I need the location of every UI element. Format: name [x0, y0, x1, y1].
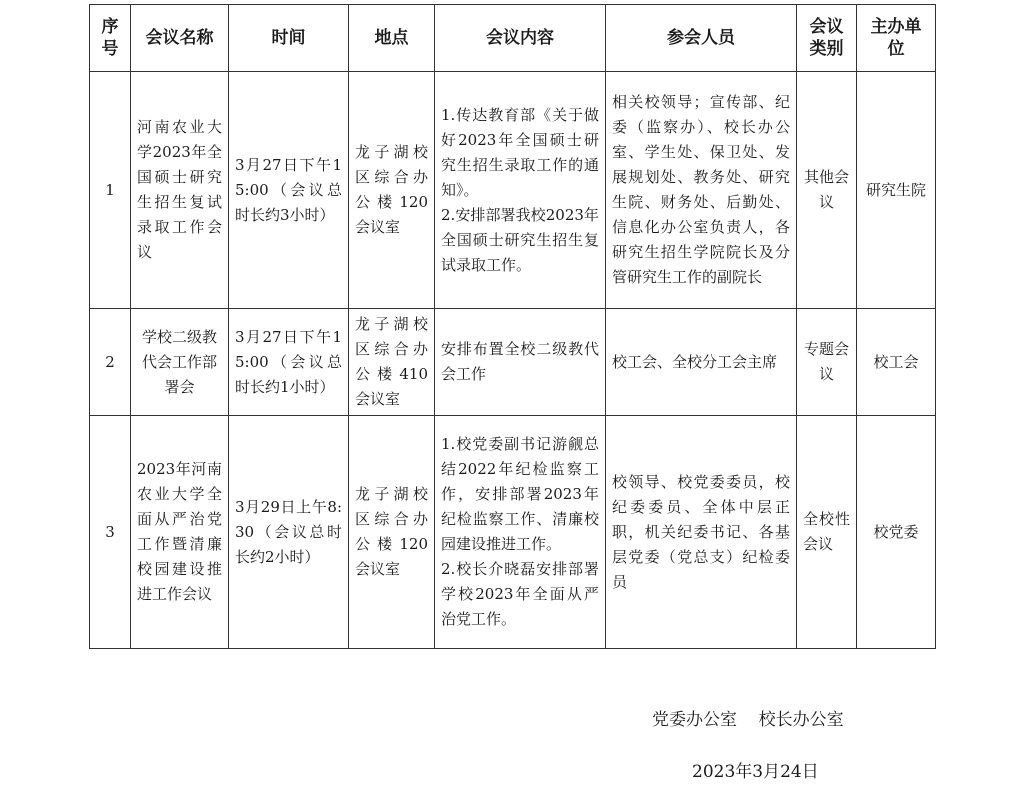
cell-place: 龙子湖校区综合办公楼120会议室: [349, 72, 435, 309]
table-row: [90, 416, 936, 649]
cell-organizer: 校党委: [857, 416, 936, 649]
issue-date: 2023年3月24日: [692, 762, 819, 782]
header-seq: 序号: [90, 5, 131, 72]
cell-name: 河南农业大学2023年全国硕士研究生招生复试录取工作会议: [131, 72, 229, 309]
cell-seq: 3: [90, 416, 131, 649]
cell-organizer: 校工会: [857, 309, 936, 416]
cell-place: 龙子湖校区综合办公楼410会议室: [349, 309, 435, 416]
cell-name: 2023年河南农业大学全面从严治党工作暨清廉校园建设推进工作会议: [131, 416, 229, 649]
header-organizer: 主办单位: [857, 5, 936, 72]
cell-content: 1.传达教育部《关于做好2023年全国硕士研究生招生录取工作的通知》。 2.安排部署我校2023年全国硕士研究生招生复试录取工作。: [435, 72, 606, 309]
table-row: [90, 72, 936, 309]
header-attendees: 参会人员: [606, 5, 797, 72]
header-category: 会议类别: [797, 5, 857, 72]
cell-category: 其他会议: [797, 72, 857, 309]
header-time: 时间: [229, 5, 349, 72]
cell-category: 专题会议: [797, 309, 857, 416]
cell-time: 3月29日上午8:30（会议总时长约2小时）: [229, 416, 349, 649]
meeting-schedule-table: [89, 4, 936, 649]
cell-name: 学校二级教代会工作部署会: [131, 309, 229, 416]
cell-seq: 2: [90, 309, 131, 416]
header-row: [90, 5, 936, 72]
cell-attendees: 校领导、校党委委员，校纪委委员、全体中层正职，机关纪委书记、各基层党委（党总支）纪检委员: [606, 416, 797, 649]
header-name: 会议名称: [131, 5, 229, 72]
cell-category: 全校性会议: [797, 416, 857, 649]
cell-content: 1.校党委副书记游觎总结2022年纪检监察工作，安排部署2023年纪检监察工作、清廉校园建设推进工作。 2.校长介晓磊安排部署学校2023年全面从严治党工作。: [435, 416, 606, 649]
issuing-offices: 党委办公室 校长办公室: [652, 710, 844, 730]
cell-place: 龙子湖校区综合办公楼120会议室: [349, 416, 435, 649]
cell-content: 安排布置全校二级教代会工作: [435, 309, 606, 416]
table-row: [90, 309, 936, 416]
cell-attendees: 相关校领导；宣传部、纪委（监察办）、校长办公室、学生处、保卫处、发展规划处、教务处、研究生院、财务处、后勤处、信息化办公室负责人，各研究生招生学院院长及分管研究生工作的副院长: [606, 72, 797, 309]
header-place: 地点: [349, 5, 435, 72]
cell-seq: 1: [90, 72, 131, 309]
header-content: 会议内容: [435, 5, 606, 72]
cell-organizer: 研究生院: [857, 72, 936, 309]
cell-attendees: 校工会、全校分工会主席: [606, 309, 797, 416]
cell-time: 3月27日下午15:00（会议总时长约3小时）: [229, 72, 349, 309]
cell-time: 3月27日下午15:00（会议总时长约1小时）: [229, 309, 349, 416]
